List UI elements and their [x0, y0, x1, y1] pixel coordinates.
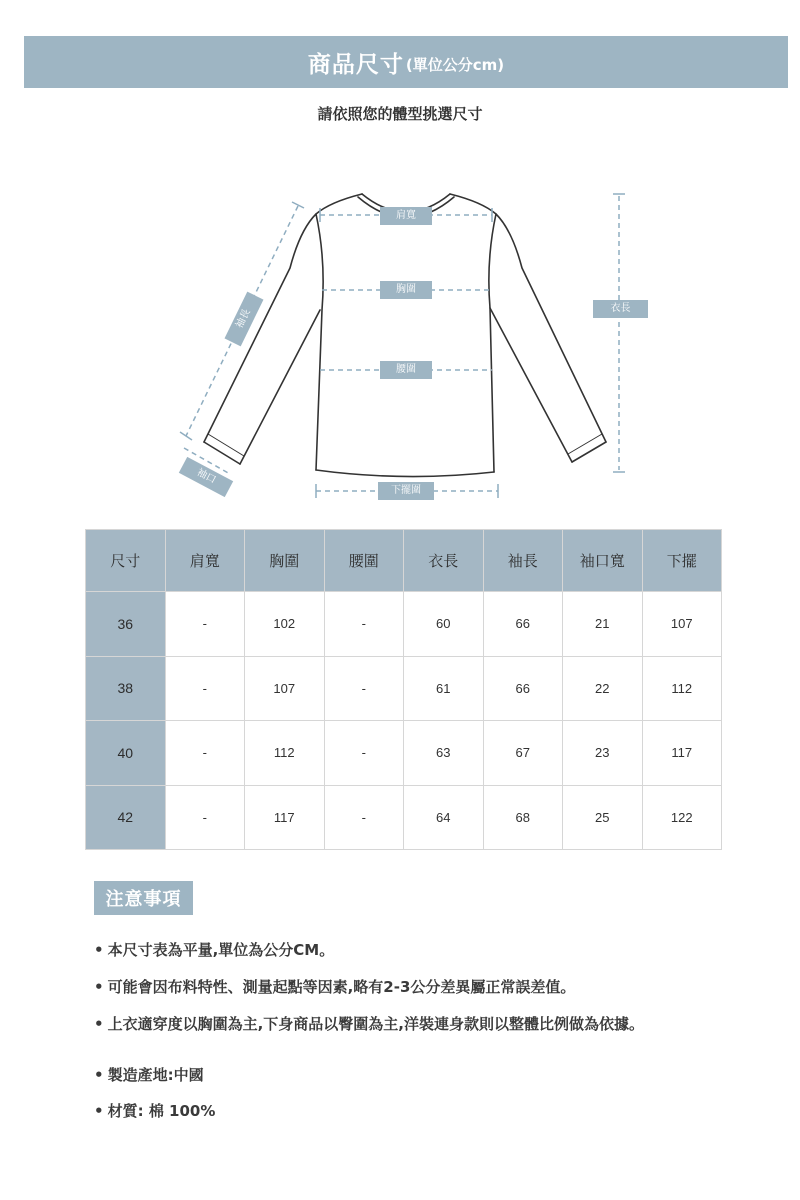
garment-diagram [0, 180, 800, 510]
table-cell: - [165, 656, 245, 721]
size-cell: 42 [86, 785, 166, 850]
size-table [85, 529, 722, 850]
table-cell: - [165, 785, 245, 850]
table-cell: 66 [483, 592, 563, 657]
note-item [94, 976, 575, 997]
table-cell: 117 [642, 721, 722, 786]
table-cell: - [324, 656, 404, 721]
hem-label: 下擺圍 [378, 482, 434, 500]
bullet: • [94, 1102, 104, 1120]
table-cell: 112 [642, 656, 722, 721]
table-cell: 102 [245, 592, 325, 657]
header-shoulder: 肩寬 [165, 530, 245, 592]
chest-label: 胸圍 [380, 281, 432, 299]
cuff-label: 袖口 [179, 457, 233, 497]
unit-note: (單位公分cm) [405, 55, 505, 74]
size-cell: 40 [86, 721, 166, 786]
table-cell: 117 [245, 785, 325, 850]
material-note [94, 1100, 215, 1121]
table-row [86, 721, 722, 786]
table-cell: - [165, 721, 245, 786]
note-text: 可能會因布料特性、測量起點等因素,略有2-3公分差異屬正常誤差值。 [107, 978, 576, 996]
table-cell: 23 [563, 721, 643, 786]
header-chest: 胸圍 [245, 530, 325, 592]
size-cell: 36 [86, 592, 166, 657]
header-length: 衣長 [404, 530, 484, 592]
table-cell: 107 [642, 592, 722, 657]
origin-text: 製造產地:中國 [107, 1066, 204, 1084]
size-guide-subtitle: 請依照您的體型挑選尺寸 [317, 105, 483, 123]
table-cell: 107 [245, 656, 325, 721]
table-cell: 25 [563, 785, 643, 850]
header-waist: 腰圍 [324, 530, 404, 592]
bullet: • [94, 978, 104, 996]
material-text: 材質: 棉 100% [107, 1102, 216, 1120]
table-cell: 122 [642, 785, 722, 850]
table-cell: 60 [404, 592, 484, 657]
bullet: • [94, 1015, 104, 1033]
table-row [86, 785, 722, 850]
table-cell: - [324, 785, 404, 850]
table-header-row [86, 530, 722, 592]
table-cell: 22 [563, 656, 643, 721]
notes-heading: 注意事項 [94, 881, 193, 915]
note-text: 本尺寸表為平量,單位為公分CM。 [107, 941, 335, 959]
table-row [86, 592, 722, 657]
table-cell: 63 [404, 721, 484, 786]
length-label: 衣長 [593, 300, 648, 318]
table-cell: - [165, 592, 245, 657]
shoulder-label: 肩寬 [380, 207, 432, 225]
page-title: 商品尺寸 [307, 51, 404, 78]
note-item [94, 1013, 644, 1034]
table-cell: 67 [483, 721, 563, 786]
waist-label: 腰圍 [380, 361, 432, 379]
header-cuff: 袖口寬 [563, 530, 643, 592]
table-cell: - [324, 592, 404, 657]
bullet: • [94, 1066, 104, 1084]
table-cell: 64 [404, 785, 484, 850]
shirt-outline [0, 180, 800, 510]
header-sleeve: 袖長 [483, 530, 563, 592]
bullet: • [94, 941, 104, 959]
header-size: 尺寸 [86, 530, 166, 592]
table-cell: 21 [563, 592, 643, 657]
table-cell: - [324, 721, 404, 786]
sleeve-label: 袖長 [225, 292, 264, 347]
table-cell: 61 [404, 656, 484, 721]
title-bar [24, 36, 788, 88]
table-cell: 66 [483, 656, 563, 721]
note-item [94, 939, 334, 960]
table-cell: 68 [483, 785, 563, 850]
table-row [86, 656, 722, 721]
size-cell: 38 [86, 656, 166, 721]
header-hem: 下擺 [642, 530, 722, 592]
origin-note [94, 1064, 204, 1085]
note-text: 上衣適穿度以胸圍為主,下身商品以臀圍為主,洋裝連身款則以整體比例做為依據。 [107, 1015, 644, 1033]
table-cell: 112 [245, 721, 325, 786]
